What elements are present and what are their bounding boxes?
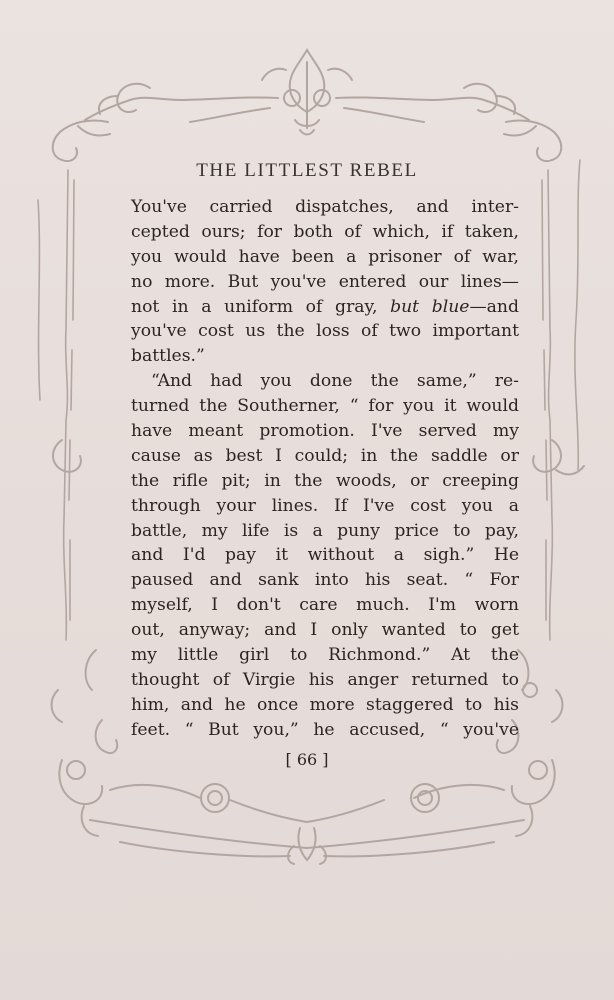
page-number: [ 66 ] bbox=[285, 750, 329, 769]
text-line: him, and he once more staggered to his bbox=[131, 694, 519, 715]
text-line: and I'd pay it without a sigh.” He bbox=[131, 545, 519, 566]
text-line bbox=[131, 295, 519, 320]
text-line: cepted ours; for both of which, if taken, bbox=[131, 221, 519, 242]
text-line: you've cost us the loss of two important bbox=[131, 321, 519, 342]
text-line: the rifle pit; in the woods, or creeping bbox=[131, 470, 519, 491]
paragraph-start-line: “And had you done the same,” re- bbox=[151, 371, 519, 392]
running-head: THE LITTLEST REBEL bbox=[196, 160, 418, 181]
text-line: out, anyway; and I only wanted to get bbox=[131, 620, 519, 641]
bottom-garland-ornament bbox=[90, 784, 524, 864]
italic-emphasis: but blue bbox=[390, 296, 470, 317]
bottom-left-corner-ornament bbox=[59, 650, 117, 836]
text-line: battle, my life is a puny price to pay, bbox=[131, 520, 519, 541]
top-crest-ornament bbox=[262, 50, 352, 135]
top-right-corner-ornament bbox=[464, 84, 561, 161]
text-line: have meant promotion. I've served my bbox=[131, 421, 519, 442]
text-line: paused and sank into his seat. “ For bbox=[131, 570, 519, 591]
text-line: thought of Virgie his anger returned to bbox=[131, 669, 519, 690]
text-line: through your lines. If I've cost you a bbox=[131, 495, 519, 516]
text-line: no more. But you've entered our lines— bbox=[131, 271, 519, 292]
text-line: my little girl to Richmond.” At the bbox=[131, 645, 519, 666]
text-line: myself, I don't care much. I'm worn bbox=[131, 595, 519, 616]
text-line: You've carried dispatches, and inter- bbox=[131, 197, 519, 217]
text-segment: not in a uniform of gray, bbox=[131, 296, 391, 317]
paragraph-end-line: battles.” bbox=[131, 346, 205, 367]
text-line: you would have been a prisoner of war, bbox=[131, 246, 519, 267]
body-text bbox=[131, 195, 519, 743]
text-line: feet. “ But you,” he accused, “ you've bbox=[131, 719, 519, 740]
text-line: turned the Southerner, “ for you it would bbox=[131, 396, 519, 417]
top-left-corner-ornament bbox=[53, 84, 150, 161]
text-segment: —and bbox=[469, 296, 519, 317]
text-line: cause as best I could; in the saddle or bbox=[131, 445, 519, 466]
